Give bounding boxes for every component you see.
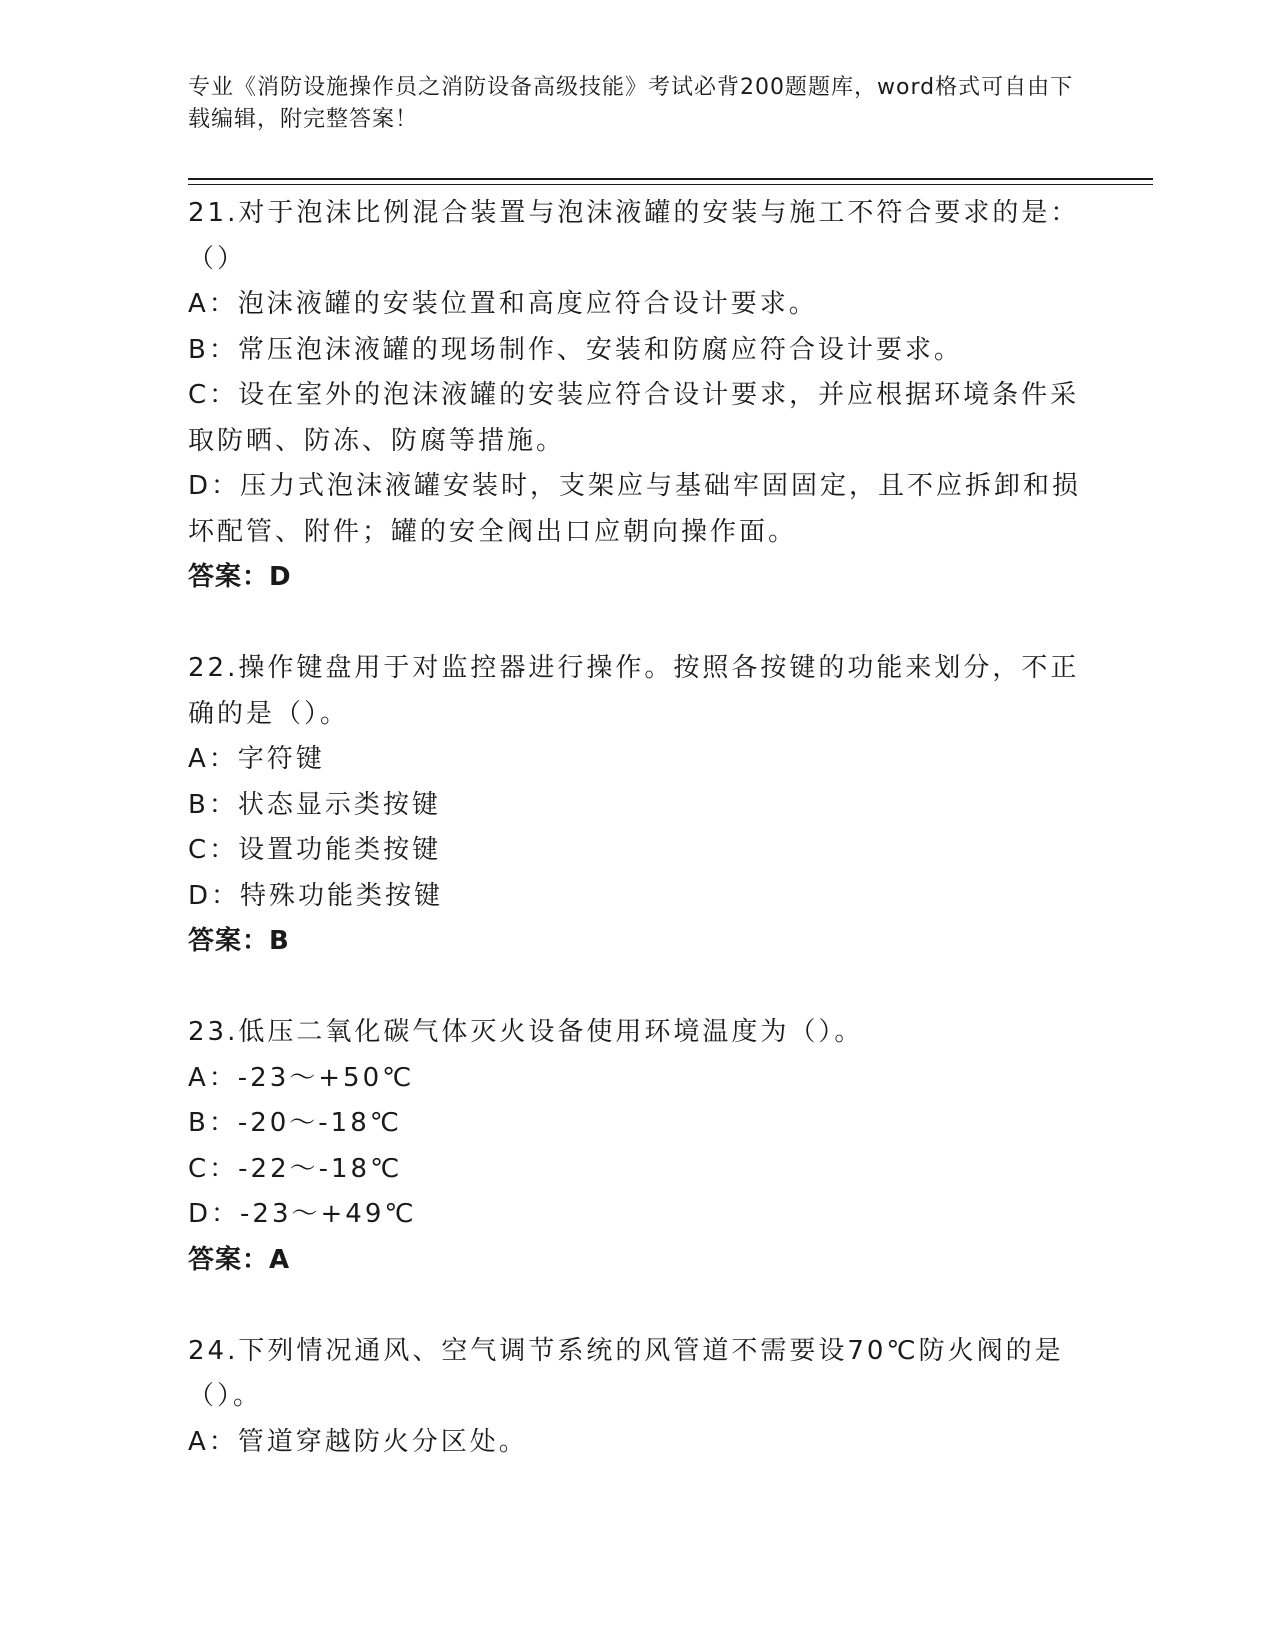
- document-header: 专业《消防设施操作员之消防设备高级技能》考试必背200题题库，word格式可自由下载编辑，附完整答案！: [188, 75, 1074, 132]
- question-stem: 21.对于泡沫比例混合装置与泡沫液罐的安装与施工不符合要求的是：（）: [188, 198, 1080, 274]
- answer-label: 答案：B: [188, 926, 290, 956]
- header-divider: [188, 178, 1153, 180]
- option-c: C：设在室外的泡沫液罐的安装应符合设计要求，并应根据环境条件采取防晒、防冻、防腐等措施。: [188, 380, 1080, 456]
- option-a: A：字符键: [188, 744, 325, 774]
- option-a: A：泡沫液罐的安装位置和高度应符合设计要求。: [188, 289, 818, 319]
- question-22: [188, 646, 1088, 965]
- answer-label: 答案：A: [188, 1244, 291, 1275]
- option-a: A：管道穿越防火分区处。: [188, 1426, 528, 1457]
- option-a: A：-23～+50℃: [188, 1062, 415, 1093]
- question-stem: 23.低压二氧化碳气体灭火设备使用环境温度为（）。: [188, 1017, 864, 1047]
- question-24: [188, 1329, 1088, 1466]
- option-d: D：-23～+49℃: [188, 1199, 417, 1229]
- answer-label: 答案：D: [188, 562, 292, 592]
- option-b: B：状态显示类按键: [188, 789, 441, 820]
- header-divider-thin: [188, 184, 1153, 185]
- question-list: [188, 191, 1088, 1465]
- option-c: C：-22～-18℃: [188, 1153, 403, 1184]
- option-c: C：设置功能类按键: [188, 835, 442, 865]
- question-spacer: [188, 1283, 1088, 1329]
- question-23: [188, 1010, 1088, 1283]
- option-d: D：特殊功能类按键: [188, 880, 444, 911]
- question-stem: 24.下列情况通风、空气调节系统的风管道不需要设70℃防火阀的是（）。: [188, 1335, 1064, 1411]
- question-spacer: [188, 601, 1088, 647]
- question-stem: 22.操作键盘用于对监控器进行操作。按照各按键的功能来划分，不正确的是（）。: [188, 653, 1080, 729]
- option-b: B：-20～-18℃: [188, 1108, 402, 1138]
- question-21: [188, 191, 1088, 601]
- question-spacer: [188, 965, 1088, 1011]
- option-d: D：压力式泡沫液罐安装时，支架应与基础牢固固定，且不应拆卸和损坏配管、附件；罐的安全阀出口应朝向操作面。: [188, 471, 1082, 547]
- option-b: B：常压泡沫液罐的现场制作、安装和防腐应符合设计要求。: [188, 334, 963, 365]
